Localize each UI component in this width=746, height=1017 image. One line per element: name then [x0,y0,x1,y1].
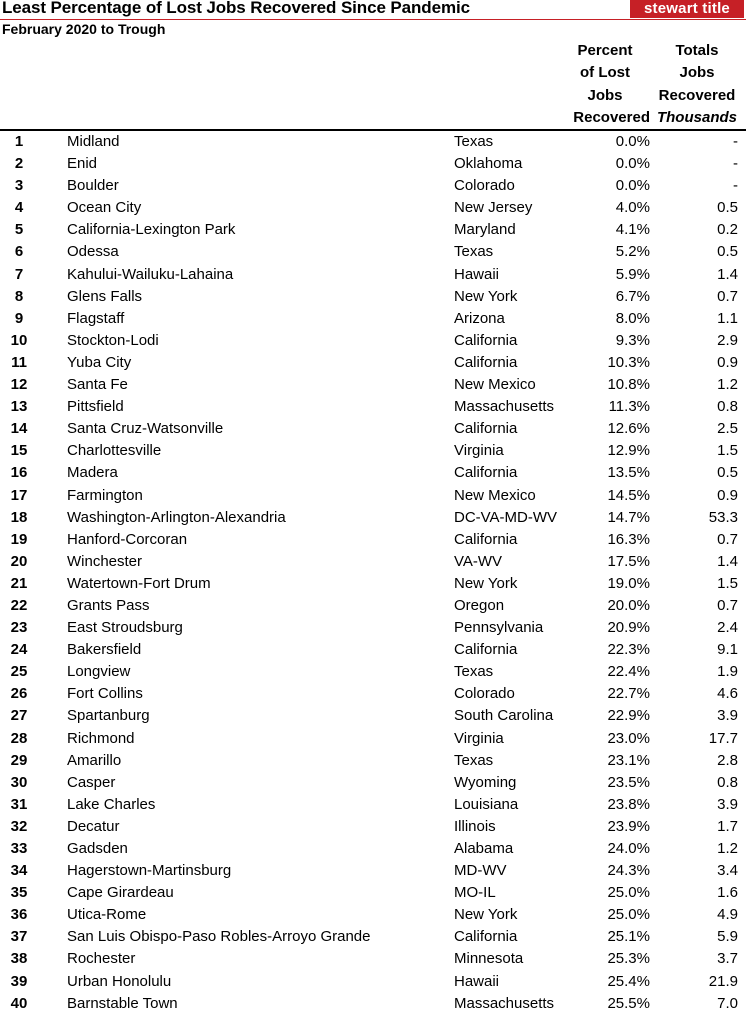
total-cell: 1.5 [717,442,738,460]
percent-cell: 23.8% [607,795,650,813]
rank-cell: 35 [10,884,28,902]
table-row [0,529,746,551]
total-cell: 1.5 [717,574,738,592]
percent-cell: 22.3% [607,641,650,659]
state-cell: MD-WV [454,862,507,880]
total-cell: 3.9 [717,707,738,725]
table-row [0,705,746,727]
column-header-percent-line: of Lost [580,64,630,82]
rank-cell: 34 [10,862,28,880]
percent-cell: 14.7% [607,508,650,526]
total-cell: 1.1 [717,309,738,327]
percent-cell: 11.3% [608,398,650,416]
metro-cell: Santa Cruz-Watsonville [67,420,224,438]
percent-cell: 19.0% [607,574,650,592]
table-row [0,507,746,529]
total-cell: - [733,177,738,195]
percent-cell: 25.0% [607,884,650,902]
table-row [0,816,746,838]
rank-cell: 19 [10,530,28,548]
metro-cell: Winchester [67,552,143,570]
percent-cell: 13.5% [607,464,650,482]
rank-cell: 22 [10,596,28,614]
metro-cell: Midland [67,133,120,150]
column-header-totals-line: Recovered [658,86,736,104]
metro-cell: Urban Honolulu [67,972,172,990]
state-cell: New York [454,906,518,924]
table-row [0,352,746,374]
percent-cell: 8.0% [615,309,650,327]
table-row [0,153,746,175]
metro-cell: Amarillo [67,751,122,769]
column-header-totals-unit: Thousands [656,108,737,126]
total-cell: 21.9 [708,972,738,990]
rank-cell: 7 [14,265,24,283]
metro-cell: San Luis Obispo-Paso Robles-Arroyo Grande [67,928,371,946]
total-cell: 3.9 [717,795,738,813]
table-row [0,838,746,860]
metro-cell: Yuba City [67,353,132,371]
percent-cell: 22.9% [607,707,650,725]
metro-cell: Grants Pass [67,596,150,614]
total-cell: 0.9 [717,353,738,371]
metro-cell: Flagstaff [67,309,125,327]
table-row [0,131,746,153]
percent-cell: 0.0% [615,133,650,150]
table-row [0,197,746,219]
percent-cell: 24.3% [607,862,650,880]
table-row [0,904,746,926]
table-row [0,882,746,904]
total-cell: 1.2 [717,840,738,857]
table-row [0,728,746,750]
total-cell: 5.9 [717,928,738,946]
total-cell: 3.7 [717,950,738,968]
rank-cell: 2 [14,155,24,173]
table-row [0,971,746,993]
total-cell: 0.8 [717,398,738,416]
table-row [0,374,746,396]
total-cell: 0.7 [717,596,738,614]
metro-cell: Madera [67,464,118,482]
page-title: Least Percentage of Lost Jobs Recovered Since Pandemic [2,0,470,17]
percent-cell: 5.9% [615,265,650,283]
data-table [0,131,746,1015]
state-cell: Pennsylvania [454,619,544,637]
rank-cell: 38 [10,950,28,968]
state-cell: Texas [454,243,494,261]
percent-cell: 4.0% [615,199,650,217]
metro-cell: Enid [67,155,98,173]
rank-cell: 15 [10,442,28,460]
rank-cell: 25 [10,663,28,681]
percent-cell: 25.5% [607,994,650,1012]
column-header-percent-line: Recovered [573,108,650,126]
rank-cell: 29 [10,751,28,769]
metro-cell: Lake Charles [67,795,156,813]
percent-cell: 20.9% [607,619,650,637]
rank-cell: 13 [10,398,28,416]
metro-cell: Rochester [67,950,136,968]
metro-cell: Glens Falls [67,287,143,305]
rank-cell: 27 [10,707,28,725]
table-row [0,418,746,440]
state-cell: California [454,530,518,548]
state-cell: California [454,331,518,349]
table-row [0,948,746,970]
state-cell: California [454,641,518,659]
metro-cell: Barnstable Town [67,994,178,1012]
percent-cell: 17.5% [607,552,650,570]
column-header-percent [560,40,650,129]
table-row [0,860,746,882]
metro-cell: Decatur [67,817,120,835]
state-cell: MO-IL [454,884,496,902]
total-cell: 0.5 [717,199,738,217]
metro-cell: Charlottesville [67,442,162,460]
state-cell: Maryland [454,221,516,239]
percent-cell: 10.8% [607,376,650,394]
table-row [0,551,746,573]
page-subtitle: February 2020 to Trough [2,21,166,37]
total-cell: 1.6 [717,884,738,902]
percent-cell: 0.0% [615,177,650,195]
percent-cell: 12.6% [607,420,650,438]
metro-cell: Fort Collins [67,685,143,703]
table-row [0,926,746,948]
rank-cell: 23 [10,619,28,637]
table-row [0,794,746,816]
column-header-totals [656,40,738,129]
metro-cell: Farmington [67,486,143,504]
column-header-totals-line: Totals [675,42,719,59]
metro-cell: California-Lexington Park [67,221,236,239]
rank-cell: 26 [10,685,28,703]
table-row [0,993,746,1015]
total-cell: 53.3 [708,508,738,526]
percent-cell: 0.0% [615,155,650,173]
rank-cell: 37 [10,928,28,946]
metro-cell: Hanford-Corcoran [67,530,188,548]
table-row [0,308,746,330]
state-cell: Arizona [454,309,505,327]
total-cell: 1.9 [717,663,738,681]
rank-cell: 28 [10,729,28,747]
total-cell: 0.8 [717,773,738,791]
state-cell: New Mexico [454,376,536,394]
percent-cell: 20.0% [607,596,650,614]
total-cell: 0.9 [717,486,738,504]
state-cell: South Carolina [454,707,554,725]
state-cell: Virginia [454,729,504,747]
percent-cell: 24.0% [607,840,650,857]
percent-cell: 9.3% [615,331,650,349]
rank-cell: 24 [10,641,28,659]
rank-cell: 10 [10,331,28,349]
total-cell: 1.4 [717,552,738,570]
total-cell: 0.5 [717,464,738,482]
state-cell: New York [454,287,518,305]
total-cell: 2.4 [717,619,738,637]
total-cell: 0.2 [717,221,738,239]
metro-cell: Gadsden [67,840,128,857]
table-row [0,286,746,308]
table-row [0,485,746,507]
state-cell: New York [454,574,518,592]
percent-cell: 25.1% [607,928,650,946]
total-cell: 1.4 [717,265,738,283]
total-cell: 2.8 [717,751,738,769]
table-row [0,264,746,286]
rank-cell: 6 [14,243,24,261]
metro-cell: Kahului-Wailuku-Lahaina [67,265,234,283]
percent-cell: 12.9% [607,442,650,460]
state-cell: Texas [454,133,494,150]
state-cell: Massachusetts [454,398,555,416]
percent-cell: 23.5% [607,773,650,791]
metro-cell: Utica-Rome [67,906,147,924]
table-row [0,661,746,683]
state-cell: Minnesota [454,950,524,968]
rank-cell: 20 [10,552,28,570]
total-cell: 9.1 [717,641,738,659]
rank-cell: 14 [10,420,28,438]
state-cell: Hawaii [454,265,500,283]
metro-cell: East Stroudsburg [67,619,183,637]
rank-cell: 16 [10,464,28,482]
total-cell: - [733,133,738,150]
rank-cell: 21 [10,574,28,592]
state-cell: VA-WV [454,552,503,570]
table-row [0,241,746,263]
percent-cell: 22.7% [607,685,650,703]
metro-cell: Cape Girardeau [67,884,174,902]
table-row [0,462,746,484]
table-row [0,330,746,352]
state-cell: Texas [454,663,494,681]
rank-cell: 12 [10,376,28,394]
metro-cell: Santa Fe [67,376,128,394]
table-row [0,396,746,418]
rank-cell: 32 [10,817,28,835]
metro-cell: Casper [67,773,116,791]
metro-cell: Richmond [67,729,135,747]
table-row [0,639,746,661]
rank-cell: 1 [14,133,24,150]
rank-cell: 8 [14,287,24,305]
rank-cell: 39 [10,972,28,990]
table-row [0,573,746,595]
total-cell: - [733,155,738,173]
state-cell: Oklahoma [454,155,523,173]
percent-cell: 23.1% [607,751,650,769]
rank-cell: 30 [10,773,28,791]
state-cell: New Jersey [454,199,533,217]
rank-cell: 9 [14,309,24,327]
state-cell: DC-VA-MD-WV [454,508,558,526]
stewart-title-logo: stewart title [630,0,744,18]
metro-cell: Odessa [67,243,119,261]
table-row [0,175,746,197]
rank-cell: 18 [10,508,28,526]
state-cell: Texas [454,751,494,769]
total-cell: 1.7 [717,817,738,835]
state-cell: New Mexico [454,486,536,504]
state-cell: California [454,353,518,371]
percent-cell: 4.1% [615,221,650,239]
table-row [0,219,746,241]
title-divider [0,19,746,20]
state-cell: California [454,928,518,946]
rank-cell: 5 [14,221,24,239]
percent-cell: 14.5% [607,486,650,504]
metro-cell: Bakersfield [67,641,142,659]
percent-cell: 23.0% [607,729,650,747]
metro-cell: Longview [67,663,131,681]
column-header-percent-line: Jobs [587,86,623,104]
total-cell: 0.7 [717,530,738,548]
state-cell: Louisiana [454,795,519,813]
table-row [0,440,746,462]
metro-cell: Pittsfield [67,398,124,416]
total-cell: 1.2 [717,376,738,394]
percent-cell: 22.4% [607,663,650,681]
rank-cell: 40 [10,994,28,1012]
state-cell: California [454,464,518,482]
percent-cell: 5.2% [615,243,650,261]
total-cell: 4.6 [717,685,738,703]
percent-cell: 10.3% [607,353,650,371]
column-header-totals-line: Jobs [679,64,715,82]
table-row [0,750,746,772]
total-cell: 0.7 [717,287,738,305]
metro-cell: Spartanburg [67,707,150,725]
total-cell: 7.0 [717,994,738,1012]
rank-cell: 31 [10,795,28,813]
rank-cell: 36 [10,906,28,924]
state-cell: Illinois [454,817,496,835]
metro-cell: Ocean City [67,199,142,217]
state-cell: Colorado [454,685,515,703]
table-row [0,772,746,794]
rank-cell: 33 [10,840,28,857]
state-cell: Oregon [454,596,505,614]
metro-cell: Stockton-Lodi [67,331,159,349]
state-cell: Wyoming [454,773,517,791]
state-cell: Alabama [454,840,514,857]
total-cell: 3.4 [717,862,738,880]
state-cell: Massachusetts [454,994,555,1012]
metro-cell: Boulder [67,177,119,195]
total-cell: 0.5 [717,243,738,261]
rank-cell: 11 [11,353,27,371]
percent-cell: 23.9% [607,817,650,835]
state-cell: Hawaii [454,972,500,990]
state-cell: Virginia [454,442,504,460]
table-row [0,595,746,617]
metro-cell: Hagerstown-Martinsburg [67,862,232,880]
total-cell: 17.7 [708,729,738,747]
percent-cell: 16.3% [607,530,650,548]
percent-cell: 25.4% [607,972,650,990]
rank-cell: 3 [14,177,24,195]
total-cell: 2.9 [717,331,738,349]
column-header-percent-line: Percent [577,42,633,59]
metro-cell: Washington-Arlington-Alexandria [67,508,286,526]
state-cell: California [454,420,518,438]
table-row [0,617,746,639]
rank-cell: 17 [10,486,28,504]
state-cell: Colorado [454,177,515,195]
total-cell: 2.5 [717,420,738,438]
metro-cell: Watertown-Fort Drum [67,574,211,592]
percent-cell: 25.0% [607,906,650,924]
percent-cell: 6.7% [615,287,650,305]
table-row [0,683,746,705]
percent-cell: 25.3% [607,950,650,968]
rank-cell: 4 [14,199,24,217]
total-cell: 4.9 [717,906,738,924]
